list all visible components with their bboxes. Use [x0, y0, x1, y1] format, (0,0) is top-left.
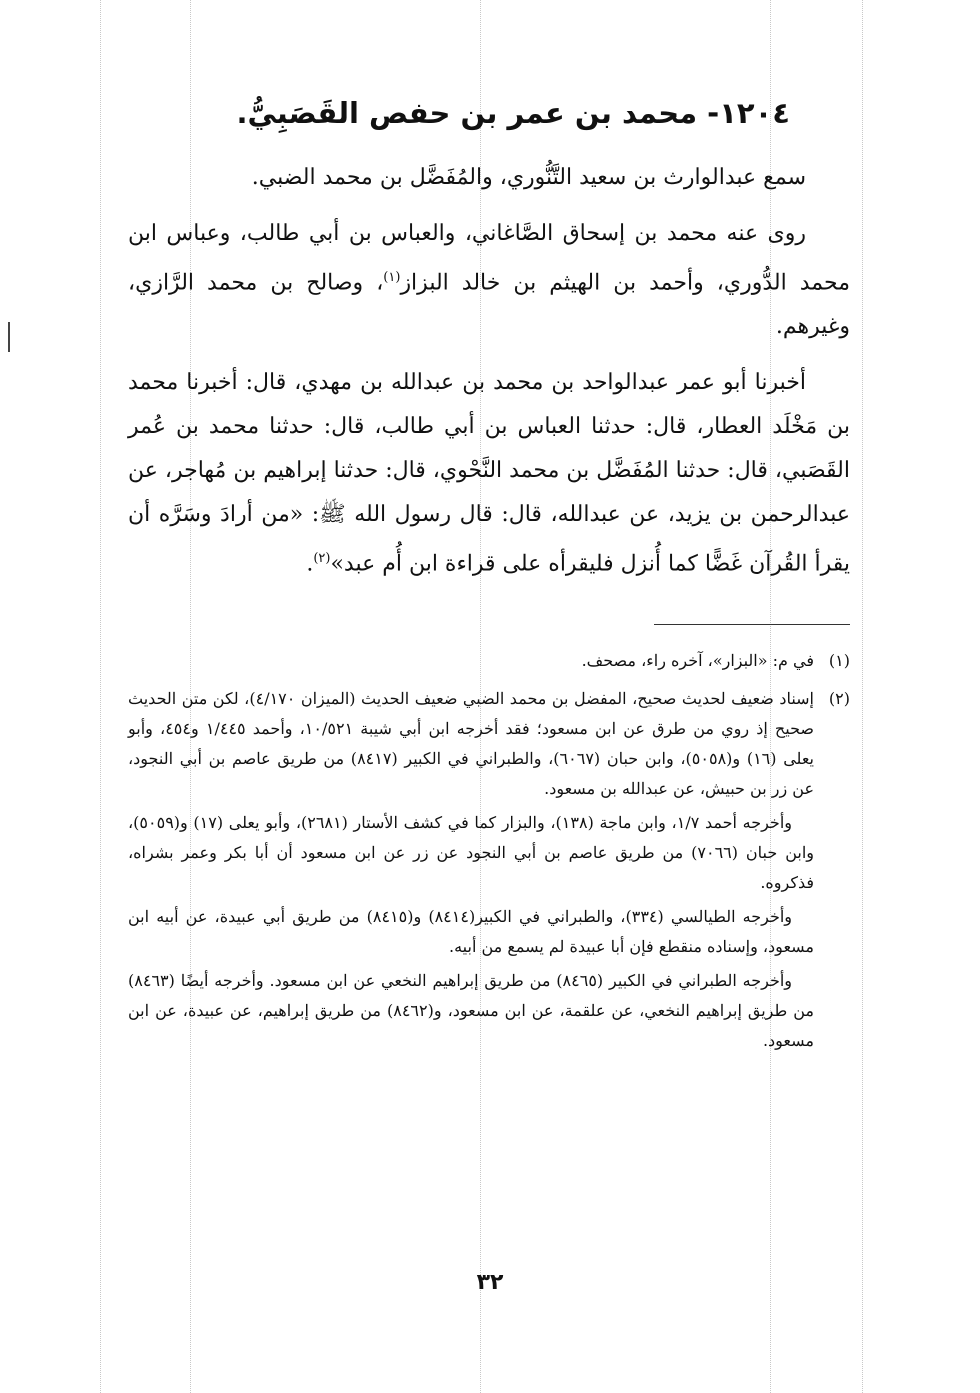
footnote-ref[interactable]: (١) — [383, 270, 401, 285]
footnote-body — [128, 684, 814, 1060]
hadith-chain: أخبرنا أبو عمر عبدالواحد بن محمد بن عبدالله بن مهدي، قال: أخبرنا محمد بن مَخْلَد العطار، قال: حدثنا العباس بن أبي طالب، قال: حدثنا محمد بن عُمر القَصَبي، قال: حدثنا المُفَضَّل بن محمد النَّحْوي، قال: حدثنا إبراهيم بن مُهاجر، عن عبدالرحمن بن يزيد، عن عبدالله، قال: قال رسول الله ﷺ: «من أرادَ وسَرَّه أن يقرأ القُرآن غَضًّا كما أُنزل فليقرأه على قراءة ابن أُم عبد» — [128, 370, 850, 577]
footnote-2 — [128, 684, 850, 1060]
students-sentence-end: ، وصالح بن محمد الرَّازي، وغيرهم. — [128, 270, 850, 340]
scan-dotted-line — [862, 0, 863, 1393]
footnote-ref[interactable]: (٢) — [313, 551, 331, 567]
footnote-text: وأخرجه الطيالسي (٣٣٤)، والطبراني في الكبير(٨٤١٤) و(٨٤١٥) من طريق أبي عبيدة، عن أبيه ابن مسعود، وإسناده منقطع فإن أبا عبيدة لم يسمع من أبيه. — [128, 907, 814, 956]
footnote-number: (٢) — [828, 689, 850, 708]
body-paragraph — [128, 212, 850, 349]
footnotes — [128, 646, 850, 1064]
entry-heading: ١٢٠٤- محمد بن عمر بن حفص القَصَبِيُّ. — [236, 96, 790, 130]
page-number: ٣٢ — [476, 1270, 504, 1295]
footnote-text: وأخرجه أحمد ١/٧، وابن ماجة (١٣٨)، والبزار كما في كشف الأستار (٢٦٨١)، وأبو يعلى (١٧) و(٥٠٥٩)، وابن حبان (٧٠٦٦) من طريق عاصم بن أبي النجود عن زر عن ابن مسعود أن أبا بكر وعمر بشراه، فذكروه. — [128, 813, 814, 892]
footnote-text: وأخرجه الطبراني في الكبير (٨٤٦٥) من طريق إبراهيم النخعي عن ابن مسعود. وأخرجه أيضًا (٨٤٦٣) من طريق إبراهيم النخعي، عن علقمة، عن ابن مسعود، و(٨٤٦٢) من طريق إبراهيم، عن عبيدة، عن ابن مسعود. — [128, 971, 814, 1050]
footnote-number: (١) — [828, 651, 850, 670]
hadith-end: . — [306, 551, 314, 577]
footnote-text: إسناد ضعيف لحديث صحيح، المفضل بن محمد الضبي ضعيف الحديث (الميزان ٤/١٧٠)، لكن متن الحديث صحيح إذ روي من طرق عن ابن مسعود؛ فقد أخرجه ابن أبي شيبة ١٠/٥٢١، وأحمد ١/٤٤٥ و٤٥٤، وأبو يعلى (١٦) و(٥٠٥٨)، وابن حبان (٦٠٦٧)، والطبراني في الكبير (٨٤١٧) من طريق عاصم بن أبي النجود، عن زر بن حبيش، عن عبدالله بن مسعود. — [128, 689, 815, 798]
teachers-sentence: سمع عبدالوارث بن سعيد التَّنُّوري، والمُفَضَّل بن محمد الضبي. — [251, 165, 806, 190]
footnote-1 — [128, 646, 850, 680]
scan-dotted-line — [100, 0, 101, 1393]
footnote-text: في م: «البزار»، آخره راء، مصحف. — [581, 651, 814, 670]
body-paragraph — [128, 156, 850, 200]
scan-margin-mark — [8, 322, 10, 352]
students-sentence: روى عنه محمد بن إسحاق الصَّاغاني، والعباس بن أبي طالب، وعباس ابن محمد الدُّوري، وأحمد بن الهيثم بن خالد البزاز — [128, 221, 850, 296]
footnote-body — [128, 646, 814, 680]
entry-body — [128, 156, 850, 599]
footnote-separator — [654, 624, 850, 625]
body-paragraph — [128, 361, 850, 586]
